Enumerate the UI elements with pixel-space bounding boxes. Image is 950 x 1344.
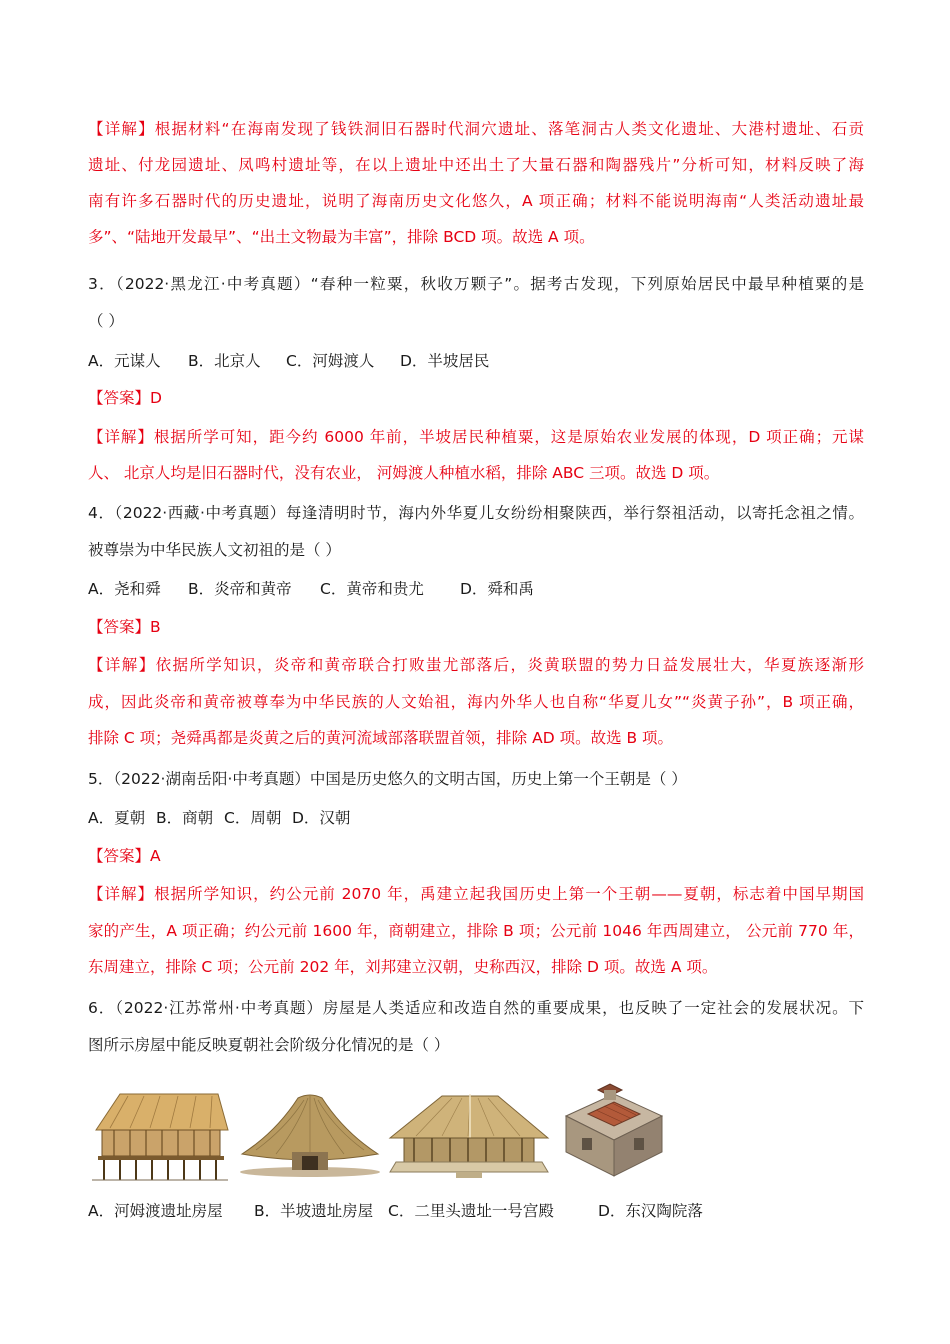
q6-option-b: B．半坡遗址房屋 (254, 1202, 374, 1220)
q2-detail-line-3: 南有许多石器时代的历史遗址，说明了海南历史文化悠久，A 项正确；材料不能说明海南“人类活动遗址最 (88, 192, 864, 210)
q4-option-a: A．尧和舜 (88, 580, 161, 598)
q6-option-c: C．二里头遗址一号宫殿 (388, 1202, 554, 1220)
q5-option-d: D．汉朝 (292, 809, 351, 827)
q2-detail-line-1: 【详解】根据材料“在海南发现了钱铁洞旧石器时代洞穴遗址、落笔洞古人类文化遗址、大港村遗址、石贡 (88, 120, 864, 138)
q3-question-line-2: （ ） (88, 312, 124, 330)
q3-option-b: B．北京人 (188, 352, 261, 370)
q5-option-c: C．周朝 (224, 809, 282, 827)
han-pottery-courtyard-image (558, 1080, 670, 1184)
q5-detail-line-3: 东周建立，排除 C 项；公元前 202 年，刘邦建立汉朝，史称西汉，排除 D 项。故选 A 项。 (88, 958, 718, 976)
q4-detail-line-3: 排除 C 项；尧舜禹都是炎黄之后的黄河流域部落联盟首领，排除 AD 项。故选 B 项。 (88, 729, 674, 747)
q3-options (88, 350, 864, 372)
q5-option-a: A．夏朝 (88, 809, 146, 827)
q4-options (88, 578, 864, 600)
q4-detail-line-1: 【详解】依据所学知识，炎帝和黄帝联合打败蚩尤部落后，炎黄联盟的势力日益发展壮大，华夏族逐渐形 (88, 656, 864, 674)
q5-detail-line-1: 【详解】根据所学知识，约公元前 2070 年，禹建立起我国历史上第一个王朝——夏朝，标志着中国早期国 (88, 885, 864, 903)
q3-question-line-1: 3．（2022·黑龙江·中考真题）“春种一粒粟，秋收万颗子”。据考古发现，下列原始居民中最早种植粟的是 (88, 275, 864, 293)
q3-detail-line-1: 【详解】根据所学可知，距今约 6000 年前，半坡居民种植粟，这是原始农业发展的体现，D 项正确；元谋 (88, 428, 864, 446)
q4-question-line-2: 被尊崇为中华民族人文初祖的是（ ） (88, 541, 341, 559)
erlitou-palace-image (386, 1090, 551, 1182)
q3-detail-line-2: 人、 北京人均是旧石器时代，没有农业， 河姆渡人种植水稻，排除 ABC 三项。故选 D 项。 (88, 464, 720, 482)
q4-answer: 【答案】B (88, 618, 161, 636)
q5-detail-line-2: 家的产生，A 项正确；约公元前 1600 年，商朝建立，排除 B 项；公元前 1046 年西周建立， 公元前 770 年， (88, 922, 864, 940)
hemudu-house-image (90, 1088, 230, 1183)
q3-option-d: D．半坡居民 (400, 352, 490, 370)
q6-question-line-1: 6．（2022·江苏常州·中考真题）房屋是人类适应和改造自然的重要成果，也反映了一定社会的发展状况。下 (88, 999, 864, 1017)
q6-options (88, 1200, 864, 1222)
q4-question-line-1: 4．（2022·西藏·中考真题）每逢清明时节，海内外华夏儿女纷纷相聚陕西，举行祭祖活动，以寄托念祖之情。 (88, 504, 864, 522)
q5-question-line-1: 5．（2022·湖南岳阳·中考真题）中国是历史悠久的文明古国，历史上第一个王朝是（ ） (88, 770, 687, 788)
q2-detail-line-2: 遗址、付龙园遗址、凤鸣村遗址等，在以上遗址中还出土了大量石器和陶器残片”分析可知，材料反映了海 (88, 156, 864, 174)
q2-detail-line-4: 多”、“陆地开发最早”、“出土文物最为丰富”，排除 BCD 项。故选 A 项。 (88, 228, 595, 246)
q5-option-b: B．商朝 (156, 809, 214, 827)
q3-option-a: A．元谋人 (88, 352, 161, 370)
q4-option-d: D．舜和禹 (460, 580, 534, 598)
q6-question-line-2: 图所示房屋中能反映夏朝社会阶级分化情况的是（ ） (88, 1036, 450, 1054)
q3-option-c: C．河姆渡人 (286, 352, 375, 370)
q4-option-c: C．黄帝和贵尤 (320, 580, 424, 598)
q6-option-d: D．东汉陶院落 (598, 1202, 703, 1220)
q4-option-b: B．炎帝和黄帝 (188, 580, 292, 598)
q6-option-a: A．河姆渡遗址房屋 (88, 1202, 223, 1220)
banpo-house-image (236, 1092, 384, 1178)
q5-answer: 【答案】A (88, 847, 161, 865)
q5-options (88, 807, 864, 829)
q3-answer: 【答案】D (88, 389, 162, 407)
q4-detail-line-2: 成，因此炎帝和黄帝被尊奉为中华民族的人文始祖，海内外华人也自称“华夏儿女”“炎黄子孙”，B 项正确， (88, 693, 864, 711)
